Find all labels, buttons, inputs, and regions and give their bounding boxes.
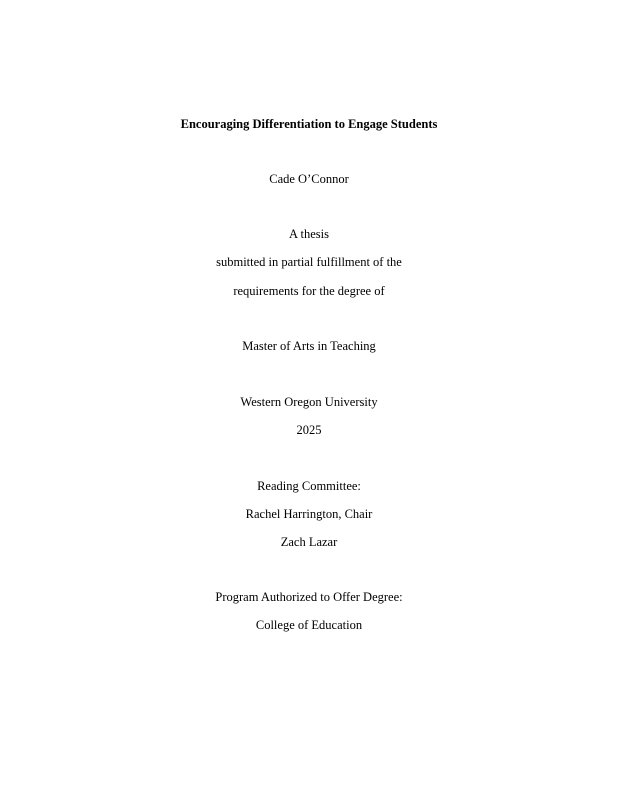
committee-heading: Reading Committee: <box>257 479 361 493</box>
committee-member: Zach Lazar <box>280 535 338 549</box>
thesis-statement-line-3: requirements for the degree of <box>233 284 385 298</box>
program-name: College of Education <box>255 618 363 632</box>
year: 2025 <box>296 423 322 437</box>
program-heading: Program Authorized to Offer Degree: <box>215 590 403 604</box>
committee-member: Rachel Harrington, Chair <box>245 507 373 521</box>
degree-name: Master of Arts in Teaching <box>242 339 376 353</box>
thesis-statement-line-2: submitted in partial fulfillment of the <box>216 255 402 269</box>
author-name: Cade O’Connor <box>269 172 349 186</box>
thesis-statement-line-1: A thesis <box>289 227 329 241</box>
thesis-title: Encouraging Differentiation to Engage Students <box>180 117 438 131</box>
university-name: Western Oregon University <box>240 395 378 409</box>
